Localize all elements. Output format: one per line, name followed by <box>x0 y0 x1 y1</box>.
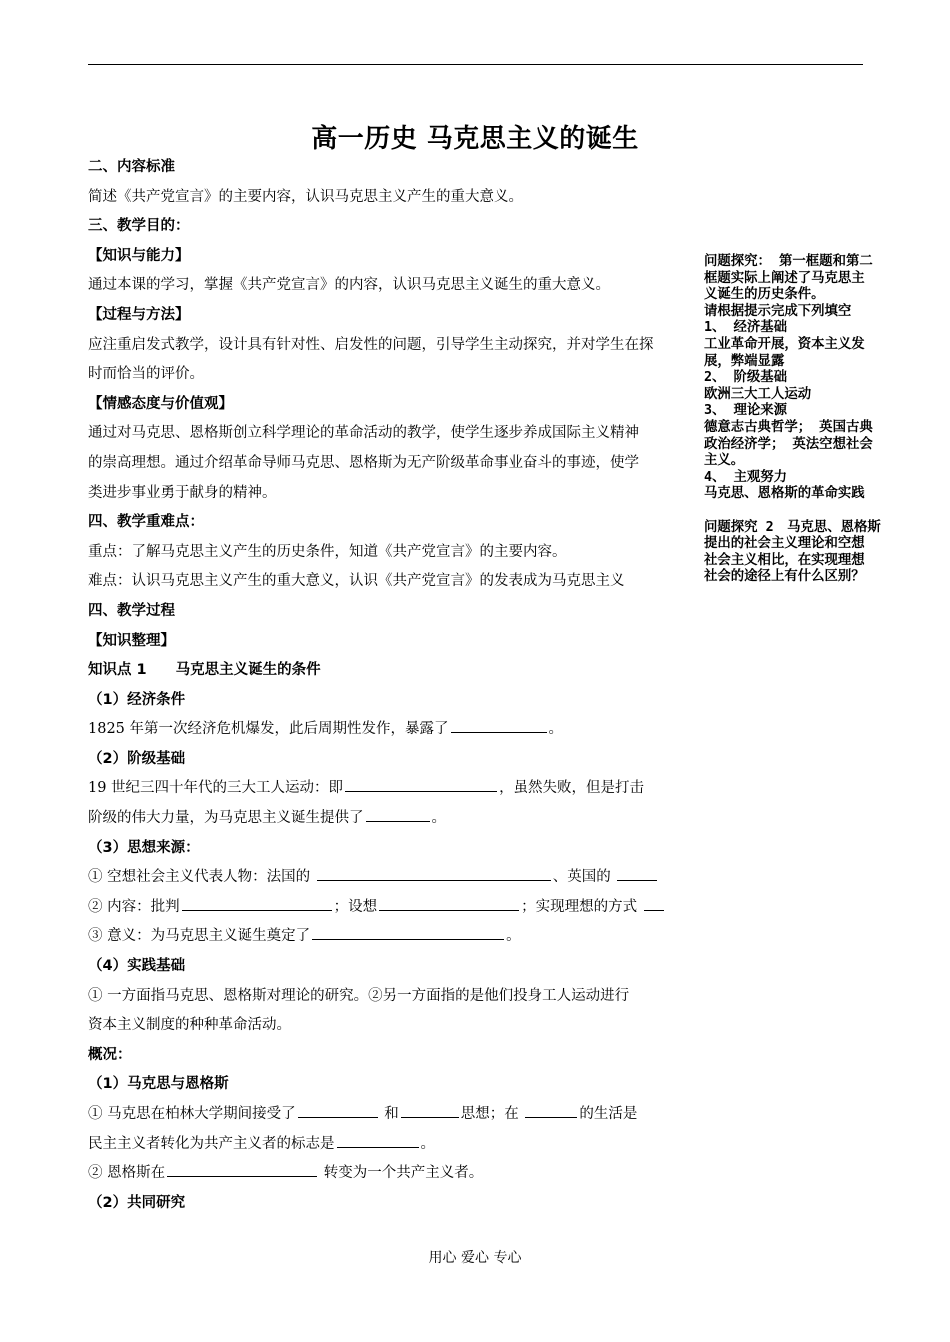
difficult-point-text: 难点：认识马克思主义产生的重大意义，认识《共产党宣言》的发表成为马克思主义 <box>88 573 625 590</box>
side-line: 欧洲三大工人运动 <box>704 386 812 402</box>
paragraph: 资本主义制度的种种革命活动。 <box>88 1017 291 1034</box>
fill-in-line: ① 马克思在柏林大学期间接受了 和 思想；在 的生活是 <box>88 1100 690 1130</box>
side-line: 社会主义相比，在实现理想 <box>704 552 865 568</box>
subsection-heading: 【知识与能力】 <box>88 247 190 264</box>
fill-in-line: ③ 意义：为马克思主义诞生奠定了 。 <box>88 922 690 952</box>
fill-in-line: ② 恩格斯在 转变为一个共产主义者。 <box>88 1159 690 1189</box>
answer-blank[interactable] <box>345 775 497 792</box>
answer-blank[interactable] <box>366 805 430 822</box>
side-line: 德意志古典哲学； 英国古典 <box>704 419 873 435</box>
side-line: 1、 经济基础 <box>704 320 788 336</box>
fill-in-line: 19 世纪三四十年代的三大工人运动：即 ，虽然失败，但是打击 <box>88 774 690 804</box>
section-heading: 二、内容标准 <box>88 159 175 175</box>
answer-blank[interactable] <box>617 864 657 881</box>
item-heading: （4）实践基础 <box>88 958 186 975</box>
fill-in-line: 1825 年第一次经济危机爆发，此后周期性发作，暴露了 。 <box>88 715 690 745</box>
answer-blank[interactable] <box>317 864 551 881</box>
section-heading: 四、教学过程 <box>88 602 175 619</box>
side-note <box>704 254 914 586</box>
knowledge-point-heading: 知识点 1 马克思主义诞生的条件 <box>88 662 321 679</box>
side-line: 请根据提示完成下列填空 <box>704 303 852 319</box>
fill-in-line: ① 空想社会主义代表人物：法国的 、英国的 <box>88 863 690 893</box>
item-heading: （1）经济条件 <box>88 691 186 708</box>
answer-blank[interactable] <box>182 894 332 911</box>
answer-blank[interactable] <box>644 894 664 911</box>
side-line: 问题探究 2 马克思、恩格斯 <box>704 519 881 535</box>
side-line: 框题实际上阐述了马克思主 <box>704 270 865 286</box>
side-line: 4、 主观努力 <box>704 469 788 485</box>
answer-blank[interactable] <box>337 1131 419 1148</box>
answer-blank[interactable] <box>298 1101 378 1118</box>
paragraph: 通过对马克思、恩格斯创立科学理论的革命活动的教学，使学生逐步养成国际主义精神 <box>88 425 639 442</box>
item-heading: （2）阶级基础 <box>88 750 186 767</box>
section-heading: 三、教学目的： <box>88 218 190 235</box>
answer-blank[interactable] <box>525 1101 577 1118</box>
answer-blank[interactable] <box>312 923 504 940</box>
paragraph: 类进步事业勇于献身的精神。 <box>88 484 277 501</box>
page-title: 高一历史 马克思主义的诞生 <box>311 124 639 154</box>
paragraph: ① 一方面指马克思、恩格斯对理论的研究。②另一方面指的是他们投身工人运动进行 <box>88 987 630 1004</box>
side-line: 主义。 <box>704 453 745 469</box>
side-line: 提出的社会主义理论和空想 <box>704 536 865 552</box>
side-spacer <box>704 503 914 520</box>
side-line: 社会的途径上有什么区别？ <box>704 569 865 585</box>
item-heading: （2）共同研究 <box>88 1194 186 1211</box>
side-line: 展，弊端显露 <box>704 353 785 369</box>
side-line: 工业革命开展，资本主义发 <box>704 336 865 352</box>
side-line: 政治经济学； 英法空想社会 <box>704 436 873 452</box>
section-heading: 概况： <box>88 1046 132 1063</box>
paragraph: 通过本课的学习，掌握《共产党宣言》的内容，认识马克思主义诞生的重大意义。 <box>88 277 610 294</box>
item-heading: （1）马克思与恩格斯 <box>88 1076 229 1093</box>
fill-in-line: 民主主义者转化为共产主义者的标志是 。 <box>88 1130 690 1160</box>
answer-blank[interactable] <box>379 894 519 911</box>
side-line: 问题探究： 第一框题和第二 <box>704 254 873 269</box>
key-point-text: 重点：了解马克思主义产生的历史条件，知道《共产党宣言》的主要内容。 <box>88 543 567 560</box>
paragraph: 简述《共产党宣言》的主要内容，认识马克思主义产生的重大意义。 <box>88 188 523 205</box>
page-footer: 用心 爱心 专心 <box>428 1250 522 1266</box>
fill-in-line: 阶级的伟大力量，为马克思主义诞生提供了 。 <box>88 804 690 834</box>
side-line: 马克思、恩格斯的革命实践 <box>704 486 865 502</box>
answer-blank[interactable] <box>451 716 547 733</box>
header-rule <box>88 64 863 65</box>
subsection-heading: 【知识整理】 <box>88 632 175 649</box>
answer-blank[interactable] <box>401 1101 459 1118</box>
side-line: 2、 阶级基础 <box>704 370 788 386</box>
side-line: 3、 理论来源 <box>704 403 788 419</box>
paragraph: 应注重启发式教学，设计具有针对性、启发性的问题，引导学生主动探究，并对学生在探 <box>88 336 654 353</box>
subsection-heading: 【情感态度与价值观】 <box>88 395 233 412</box>
section-heading: 四、教学重难点： <box>88 514 204 531</box>
answer-blank[interactable] <box>167 1160 317 1177</box>
fill-in-line: ② 内容：批判 ；设想 ；实现理想的方式 <box>88 893 690 923</box>
paragraph: 时而恰当的评价。 <box>88 366 204 383</box>
item-heading: （3）思想来源： <box>88 839 200 856</box>
subsection-heading: 【过程与方法】 <box>88 306 190 323</box>
main-column <box>88 153 690 1218</box>
side-line: 义诞生的历史条件。 <box>704 287 825 303</box>
paragraph: 的崇高理想。通过介绍革命导师马克思、恩格斯为无产阶级革命事业奋斗的事迹，使学 <box>88 454 639 471</box>
